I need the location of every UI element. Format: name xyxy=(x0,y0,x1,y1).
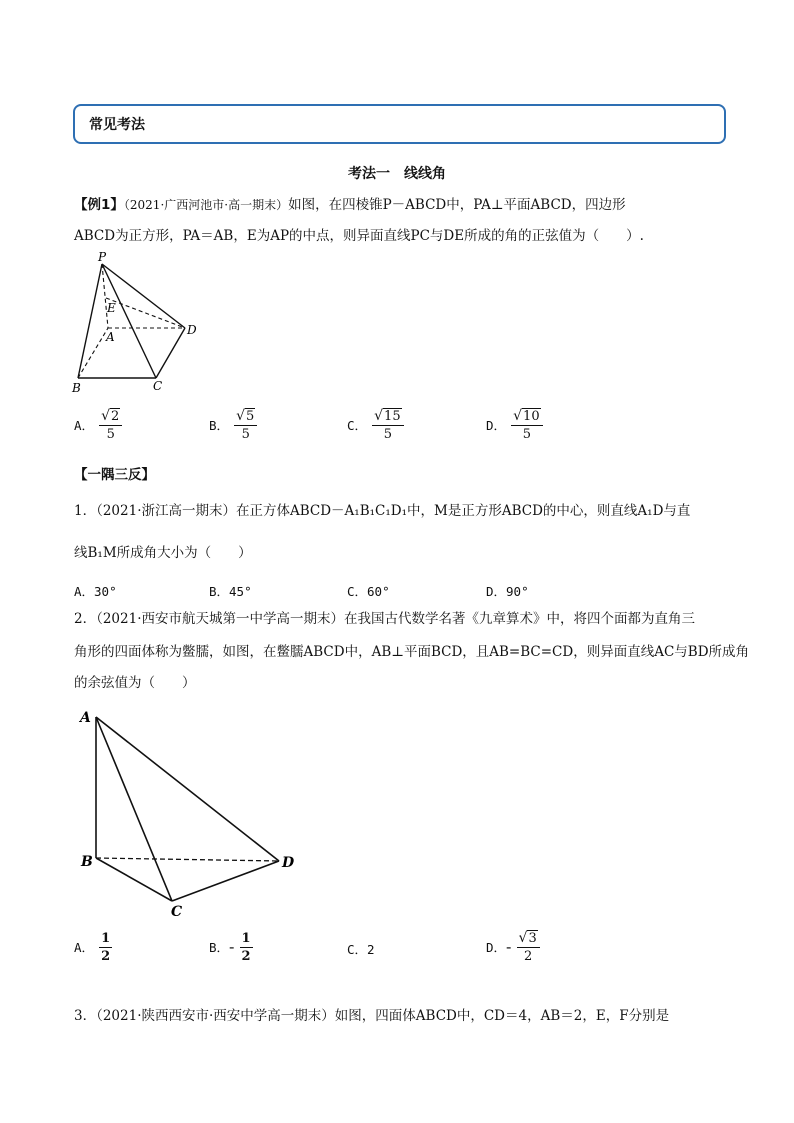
edge-AC xyxy=(96,717,172,901)
example1-source: （2021·广西河池市·高一期末） xyxy=(123,198,289,212)
label-C: C xyxy=(153,379,163,393)
q2-option-d: D．- √ 3 2 xyxy=(486,930,540,965)
q3-line1: 3．（2021·陕西西安市·西安中学高一期末）如图，四面体ABCD中，CD＝4，AB＝2，E，F分别是 xyxy=(74,1008,670,1024)
q2-option-a: A． $\frac{1}{2}$ xyxy=(74,931,111,964)
edge-BA xyxy=(78,328,108,378)
edge-CD xyxy=(172,861,279,901)
q2-line2: 角形的四面体称为鳖臑，如图，在鳖臑ABCD中，AB⊥平面BCD，且AB=BC=CD，则异面直线AC与BD所成角 xyxy=(74,644,750,660)
label-A: A xyxy=(80,710,91,726)
label-B: B xyxy=(81,854,93,870)
q1-option-a: A．30° xyxy=(74,584,117,599)
edge-BD xyxy=(96,858,279,861)
example1-option-c: C． √ 15 5 xyxy=(347,408,404,443)
tetrahedron-figure xyxy=(72,700,312,922)
edge-PB xyxy=(78,264,102,378)
q2-line1: 2．（2021·西安市航天城第一中学高一期末）在我国古代数学名著《九章算术》中，将四个面都为直角三 xyxy=(74,611,695,627)
q1-option-c: C．60° xyxy=(347,584,390,599)
example1-line2: ABCD为正方形，PA＝AB，E为AP的中点，则异面直线PC与DE所成的角的正弦值为（ ）. xyxy=(74,228,644,244)
label-A: A xyxy=(106,330,115,344)
q2-option-c: C．2 xyxy=(347,942,375,957)
label-D: D xyxy=(282,855,295,871)
edge-PD xyxy=(102,264,185,328)
example1-text1: 如图，在四棱锥P－ABCD中，PA⊥平面ABCD，四边形 xyxy=(288,197,626,213)
example1-option-d: D． √ 10 5 xyxy=(486,408,543,443)
edge-ED xyxy=(106,298,185,328)
label-E: E xyxy=(107,301,116,315)
label-P: P xyxy=(98,250,107,264)
method-title: 考法一 线线角 xyxy=(348,166,446,182)
edge-PC xyxy=(102,264,156,378)
pyramid-figure xyxy=(70,248,210,396)
section-title: 常见考法 xyxy=(89,117,145,133)
example1-option-b: B． √ 5 5 xyxy=(209,408,257,443)
section-box xyxy=(73,104,726,144)
example1-tag: 【例1】 xyxy=(74,197,124,213)
label-C: C xyxy=(171,904,183,920)
q1-line2: 线B₁M所成角大小为（ ） xyxy=(74,545,252,561)
edge-BC xyxy=(96,858,172,901)
label-D: D xyxy=(187,323,197,337)
edge-AD xyxy=(96,717,279,861)
q2-line3: 的余弦值为（ ） xyxy=(74,675,196,691)
example1-line1 xyxy=(74,195,626,215)
q1-line1: 1．（2021·浙江高一期末）在正方体ABCD－A₁B₁C₁D₁中，M是正方形ABCD的中心，则直线A₁D与直 xyxy=(74,503,691,519)
edge-CD xyxy=(156,328,185,378)
label-B: B xyxy=(72,381,81,395)
q1-option-b: B．45° xyxy=(209,584,252,599)
q1-option-d: D．90° xyxy=(486,584,529,599)
q2-option-b: B．- $\frac{1}{2}$ xyxy=(209,931,251,964)
example1-option-a: A． √ 2 5 xyxy=(74,408,122,443)
practice-header: 【一隅三反】 xyxy=(74,467,155,483)
